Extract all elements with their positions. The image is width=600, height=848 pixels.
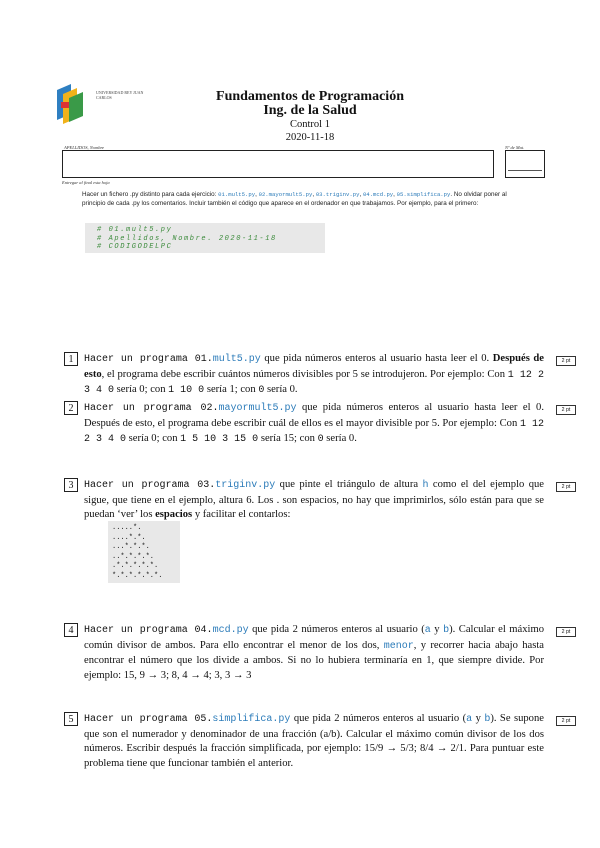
triangle-row: ....*.*.	[112, 533, 146, 542]
question-4: 4 Hacer un programa 04.mcd.py que pida 2 números enteros al usuario (a y b). Calcular el máximo común divisor de ambos. Para ello encontrar el menor de los dos, menor, y recorrer hacia abajo hasta encontrar el número que los divide a ambos. Si no lo hubiera terminaría en 1, que siempre divide. Por ejemplo: 15, 9 → 3; 8, 4 → 4; 3, 3 → 3	[64, 623, 544, 683]
question-5: 5 Hacer un programa 05.simplifica.py que pida 2 números enteros al usuario (a y b). Se supone que son el numerador y denominador de una fracción (a/b). Calcular el máximo común divisor de los dos números. Escribir después la fracción simplificada, por ejemplo: 15/9 → 5/3; 8/4 → 2/1. Para puntuar este problema tiene que funcionar también el anterior.	[64, 712, 544, 771]
question-number: 4	[64, 623, 78, 637]
points-badge: 2 pt	[556, 716, 576, 726]
code-line: # CODIGODELPC	[97, 243, 173, 251]
triangle-row: .*.*.*.*.*.	[112, 562, 159, 570]
name-label: APELLIDOS, Nombre	[64, 145, 105, 150]
triangle-row: ...*.*.*.	[112, 543, 150, 551]
question-number: 5	[64, 712, 78, 726]
points-badge: 2 pt	[556, 405, 576, 415]
logo-text: UNIVERSIDAD REY JUAN CARLOS	[96, 90, 144, 101]
question-number: 3	[64, 478, 78, 492]
points-badge: 2 pt	[556, 482, 576, 492]
question-3: 3 Hacer un programa 03.triginv.py que pinte el triángulo de altura h como el del ejemplo que sigue, que tiene en el ejemplo, altura 6. Los . son espacios, no hay que imprimirlos, sólo están para que se puedan ‘ver’ los espacios y facilitar el contarlos:	[64, 478, 544, 523]
degree-title: Ing. de la Salud	[263, 103, 357, 118]
question-number: 2	[64, 401, 78, 415]
deliver-label: Entregar al final esta hoja	[62, 180, 110, 185]
triangle-row: *.*.*.*.*.*.	[112, 571, 163, 580]
question-number: 1	[64, 352, 78, 366]
triangle-example	[108, 521, 180, 583]
mat-underline	[508, 170, 542, 171]
exam-date: 2020-11-18	[285, 132, 335, 143]
name-field[interactable]	[62, 150, 494, 178]
course-title: Fundamentos de Programación	[216, 89, 404, 104]
points-badge: 2 pt	[556, 627, 576, 637]
triangle-row: .....*.	[112, 524, 142, 532]
code-line: # 01.mult5.py	[97, 226, 173, 234]
question-2: 2 Hacer un programa 02.mayormult5.py que pida números enteros al usuario hasta leer el 0. Después de esto, el programa debe escribir cuál de ellos es el mayor divisible por 5. Por ejemplo: Con 1 12 2 3 4 0 sería 0; con 1 5 10 3 15 0 sería 15; con 0 sería 0.	[64, 401, 544, 448]
question-1: 1 Hacer un programa 01.mult5.py que pida números enteros al usuario hasta leer el 0. Después de esto, el programa debe escribir cuántos números divisibles por 5 se introdujeron. Por ejemplo: Con 1 12 2 3 4 0 sería 0; con 1 10 0 sería 1; con 0 sería 0.	[64, 352, 544, 399]
exam-name: Control 1	[290, 119, 330, 130]
mat-label: Nº de Mat.	[505, 145, 525, 150]
code-example	[85, 223, 325, 253]
triangle-row: ..*.*.*.*.	[112, 552, 155, 561]
code-line: # Apellidos, Nombre. 2020-11-18	[97, 234, 277, 243]
university-logo	[55, 84, 95, 124]
points-badge: 2 pt	[556, 356, 576, 366]
instructions: Hacer un fichero .py distinto para cada ejercicio: 01.mult5.py, 02.mayormult5.py, 03.triginv.py, 04.mcd.py, 05.simplifica.py. No olvidar poner al principio de cada .py los comentarios. Incluir también el código que aparece en el ordenador en que trabajamos. Por ejemplo, para el primero:	[82, 191, 507, 207]
mat-field[interactable]	[505, 150, 545, 178]
